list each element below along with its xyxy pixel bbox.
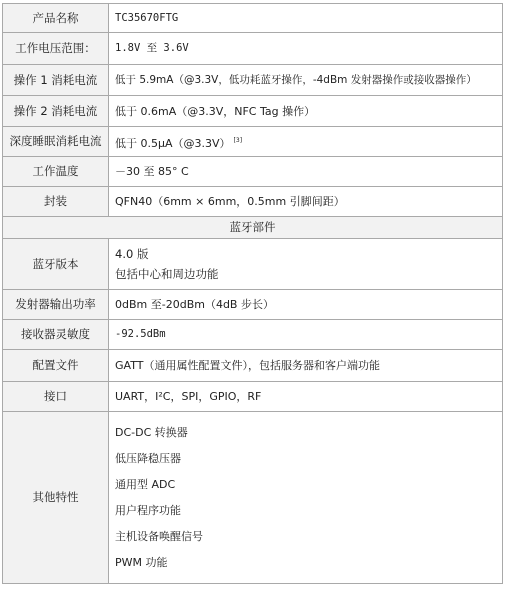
row-profile	[3, 350, 503, 382]
row-label: 操作 2 消耗电流	[3, 96, 109, 127]
section-header-row	[3, 217, 503, 239]
row-bt-version	[3, 239, 503, 290]
row-label: 蓝牙版本	[3, 239, 109, 290]
voltage-range-value: 1.8V 至 3.6V	[109, 33, 503, 65]
list-item: 通用型 ADC	[115, 477, 176, 491]
row-label: 接收器灵敏度	[3, 320, 109, 350]
profile-value: GATT（通用属性配置文件），包括服务器和客户端功能	[109, 350, 503, 382]
row-temperature	[3, 157, 503, 187]
row-other-features	[3, 412, 503, 584]
product-name-value: TC35670FTG	[109, 4, 503, 33]
footnote-ref: [3]	[233, 136, 243, 144]
row-sleep-current	[3, 127, 503, 157]
row-label: 操作 1 消耗电流	[3, 65, 109, 96]
row-label: 产品名称	[3, 4, 109, 33]
row-rx-sensitivity	[3, 320, 503, 350]
section-title: 蓝牙部件	[3, 217, 503, 239]
row-package	[3, 187, 503, 217]
package-value: QFN40（6mm × 6mm，0.5mm 引脚间距）	[109, 187, 503, 217]
list-item: 用户程序功能	[115, 503, 181, 517]
row-label: 配置文件	[3, 350, 109, 382]
row-label: 接口	[3, 382, 109, 412]
temperature-value: －30 至 85° C	[109, 157, 503, 187]
interface-value: UART，I²C，SPI，GPIO，RF	[109, 382, 503, 412]
row-tx-power	[3, 290, 503, 320]
row-product-name	[3, 4, 503, 33]
row-voltage-range	[3, 33, 503, 65]
op1-current-value: 低于 5.9mA（@3.3V，低功耗蓝牙操作，-4dBm 发射器操作或接收器操作）	[109, 65, 503, 96]
list-item: DC-DC 转换器	[115, 425, 188, 439]
tx-power-value: 0dBm 至-20dBm（4dB 步长）	[109, 290, 503, 320]
row-label: 封装	[3, 187, 109, 217]
bt-version-line: 4.0 版	[115, 247, 149, 261]
rx-sensitivity-value: -92.5dBm	[109, 320, 503, 350]
list-item: 低压降稳压器	[115, 451, 181, 465]
row-interface	[3, 382, 503, 412]
features-list	[109, 412, 503, 584]
row-label: 深度睡眠消耗电流	[3, 127, 109, 157]
list-item: 主机设备唤醒信号	[115, 529, 203, 543]
spec-table	[2, 3, 503, 584]
row-label: 发射器输出功率	[3, 290, 109, 320]
row-label: 其他特性	[3, 412, 109, 584]
sleep-current-cell	[109, 127, 503, 157]
row-op1-current	[3, 65, 503, 96]
row-label: 工作电压范围：	[3, 33, 109, 65]
sleep-current-value: 低于 0.5μA（@3.3V）	[115, 136, 231, 150]
bt-version-line: 包括中心和周边功能	[115, 267, 219, 281]
row-label: 工作温度	[3, 157, 109, 187]
op2-current-value: 低于 0.6mA（@3.3V，NFC Tag 操作）	[109, 96, 503, 127]
list-item: PWM 功能	[115, 555, 168, 569]
bt-version-cell	[109, 239, 503, 290]
row-op2-current	[3, 96, 503, 127]
